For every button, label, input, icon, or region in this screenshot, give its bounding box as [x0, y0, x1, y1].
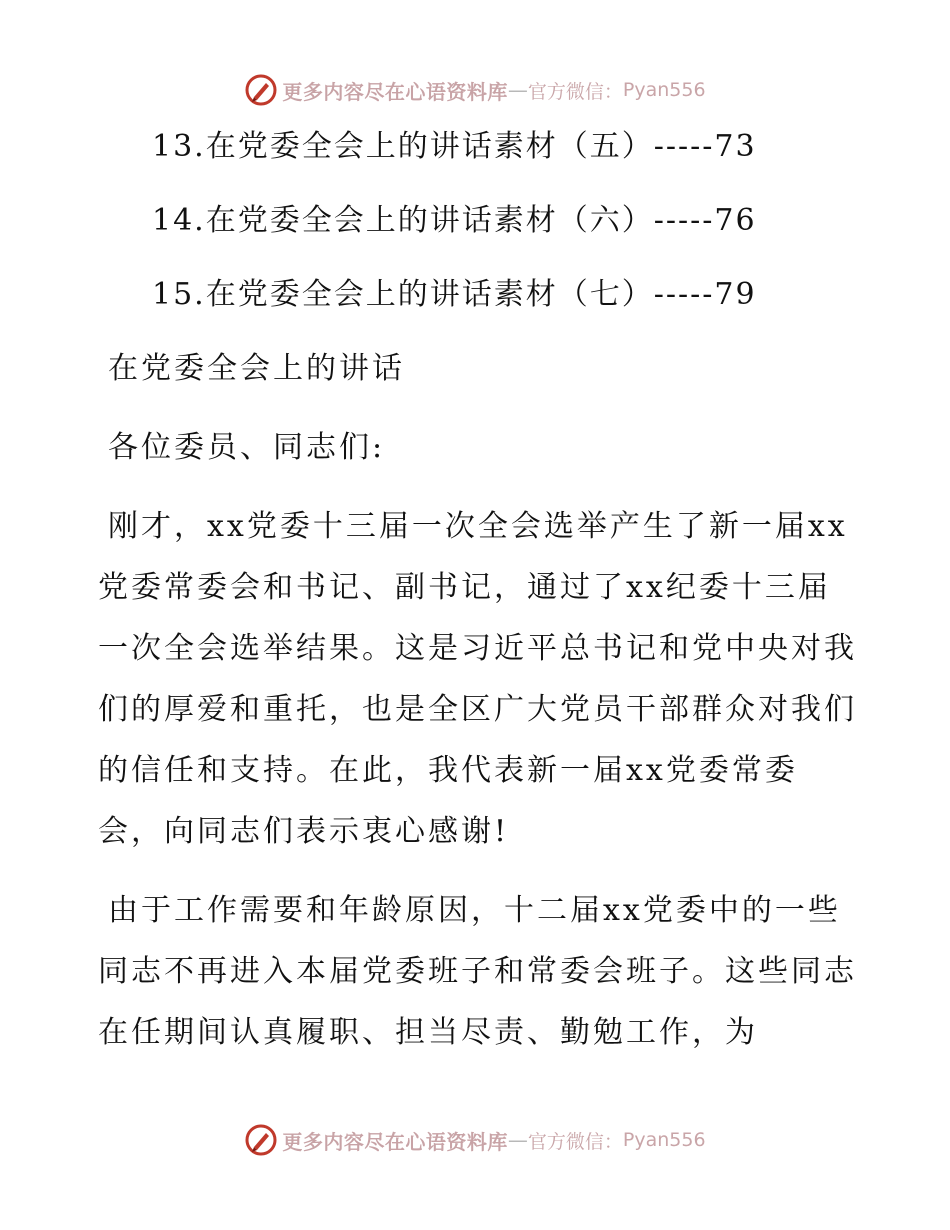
pen-nib-logo-icon — [244, 73, 278, 107]
watermark-brand: 更多内容尽在心语资料库 — [282, 1129, 508, 1154]
watermark-label: 官方微信： — [527, 1130, 623, 1153]
toc-item[interactable]: 14.在党委全会上的讲话素材（六）-----76 — [152, 203, 757, 238]
document-body — [98, 338, 858, 1081]
watermark-account: Pyan556 — [622, 79, 706, 101]
watermark-account: Pyan556 — [622, 1129, 706, 1151]
table-of-contents — [152, 110, 852, 332]
body-paragraph: 由于工作需要和年龄原因，十二届xx党委中的一些同志不再进入本届党委班子和常委会班子。这些同志在任期间认真履职、担当尽责、勤勉工作，为 — [98, 893, 857, 1050]
footer-watermark — [0, 1120, 950, 1160]
watermark-label: 官方微信： — [527, 80, 623, 103]
salutation: 各位委员、同志们: — [108, 430, 386, 465]
body-paragraph: 刚才，xx党委十三届一次全会选举产生了新一届xx党委常委会和书记、副书记，通过了xx纪委十三届一次全会选举结果。这是习近平总书记和党中央对我们的厚爱和重托，也是全区广大党员干部群众对我们的信任和支持。在此，我代表新一届xx党委常委会，向同志们表示衷心感谢! — [98, 509, 857, 849]
watermark-brand: 更多内容尽在心语资料库 — [282, 79, 508, 104]
header-watermark — [0, 70, 950, 110]
toc-item[interactable]: 15.在党委全会上的讲话素材（七）-----79 — [152, 277, 757, 312]
toc-item[interactable]: 13.在党委全会上的讲话素材（五）-----73 — [152, 129, 757, 164]
watermark-separator: — — [507, 78, 528, 102]
pen-nib-logo-icon — [244, 1123, 278, 1157]
document-title: 在党委全会上的讲话 — [108, 351, 405, 386]
watermark-separator: — — [507, 1128, 528, 1152]
